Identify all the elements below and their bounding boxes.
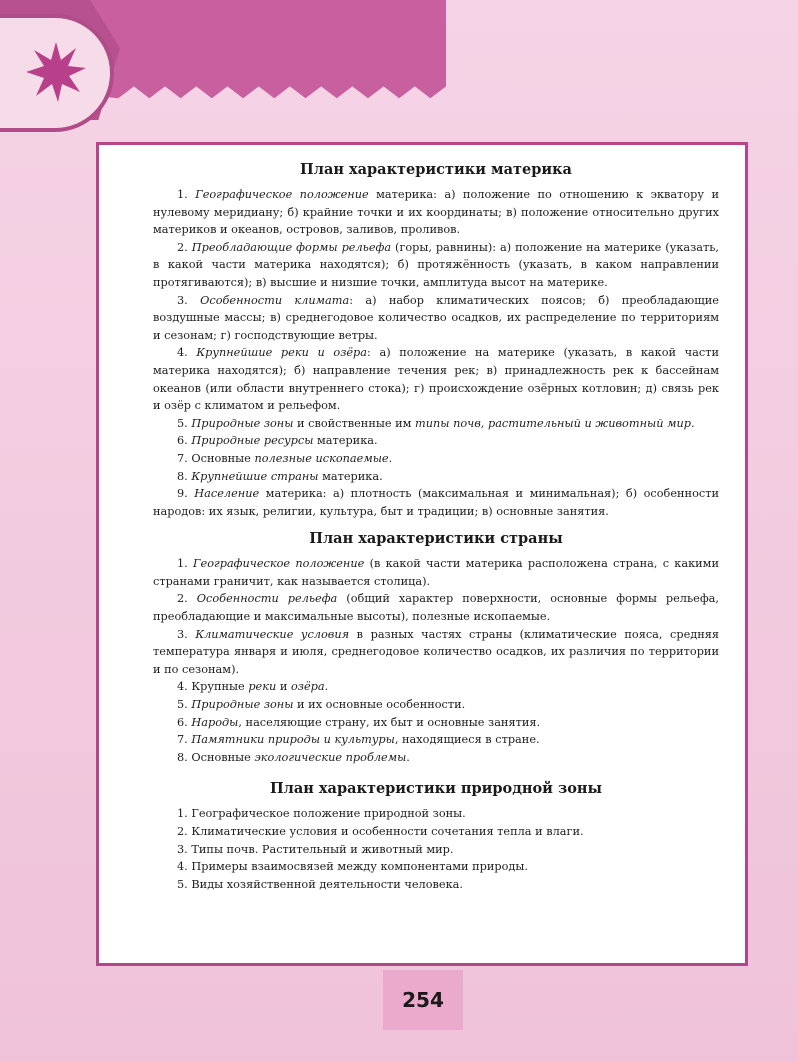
content-frame bbox=[96, 142, 748, 966]
list-item bbox=[153, 823, 719, 841]
list-item bbox=[153, 450, 719, 468]
emphasis-text: озёра bbox=[291, 680, 325, 694]
section-title-continent: План характеристики материка bbox=[300, 161, 572, 178]
item-text: 6. bbox=[177, 715, 192, 729]
emphasis-text: Памятники природы и культуры bbox=[191, 733, 395, 747]
emphasis-text: экологические проблемы bbox=[254, 750, 407, 764]
list-item bbox=[153, 714, 719, 732]
emphasis-text: Особенности климата bbox=[200, 293, 350, 307]
item-text: . bbox=[324, 680, 329, 694]
item-text: 3. bbox=[177, 293, 201, 307]
item-text: 2. bbox=[177, 592, 197, 606]
section-title-natural-zone: План характеристики природной зоны bbox=[269, 780, 603, 798]
item-text: (горы, равнины): а) положение на материке (указать, в какой части материка находятся); б) протяжённость (указать, в каком направлении протягиваются); в) высшие и низшие точки, амплитуда высот на материке. bbox=[153, 240, 720, 289]
item-text: . bbox=[388, 451, 393, 465]
item-text: 8. Основные bbox=[177, 750, 255, 764]
list-item bbox=[153, 485, 719, 520]
list-item bbox=[153, 468, 719, 486]
item-text: 4. Примеры взаимосвязей между компонентами природы. bbox=[177, 860, 528, 874]
item-text: в разных частях страны (климатические пояса, средняя температура января и июля, среднегодовое количество осадков, их различия по территории и по сезонам). bbox=[153, 627, 720, 676]
item-text: 7. Основные bbox=[177, 451, 255, 465]
emphasis-text: Особенности рельефа bbox=[196, 592, 338, 606]
item-text: 2. bbox=[177, 240, 192, 254]
list-item bbox=[153, 841, 719, 859]
item-text: и bbox=[276, 680, 291, 694]
list-item bbox=[153, 749, 719, 767]
item-text: . bbox=[690, 416, 695, 430]
list-item bbox=[153, 626, 719, 679]
emphasis-text: реки bbox=[248, 680, 277, 694]
emblem-badge bbox=[0, 14, 114, 132]
emphasis-text: типы почв, растительный и животный мир bbox=[415, 416, 691, 430]
item-text: 5. Виды хозяйственной деятельности человека. bbox=[177, 877, 463, 891]
page-number: 254 bbox=[383, 970, 463, 1030]
country-plan-list bbox=[153, 555, 719, 766]
list-item bbox=[153, 555, 719, 590]
emphasis-text: Преобладающие формы рельефа bbox=[191, 240, 392, 254]
emphasis-text: Географическое положение bbox=[193, 557, 365, 571]
item-text: материка. bbox=[313, 434, 378, 448]
item-text: 7. bbox=[177, 733, 192, 747]
list-item bbox=[153, 696, 719, 714]
emphasis-text: Природные ресурсы bbox=[191, 434, 314, 448]
item-text: : а) положение на материке (указать, в какой части материка находятся); б) направление течения рек; в) принадлежность рек к бассейнам океанов (или области внутреннего стока); г) происхождение озёрных котловин; д) связь рек и озёр с климатом и рельефом. bbox=[153, 346, 719, 413]
emphasis-text: Крупнейшие реки и озёра bbox=[196, 346, 368, 360]
list-item bbox=[153, 876, 719, 894]
item-text: (в какой части материка расположена страна, с какими странами граничит, как называется столица). bbox=[153, 557, 719, 588]
continent-plan-list bbox=[153, 186, 719, 520]
list-item bbox=[153, 805, 719, 823]
natural-zone-plan-list bbox=[153, 805, 719, 893]
list-item bbox=[153, 415, 719, 433]
list-item bbox=[153, 590, 719, 625]
emphasis-text: полезные ископаемые bbox=[254, 451, 389, 465]
item-text: материка: а) плотность (максимальная и минимальная); б) особенности народов: их язык, религии, культура, быт и традиции; в) основные занятия. bbox=[153, 487, 719, 518]
item-text: (общий характер поверхности, основные формы рельефа, преобладающие и максимальные высоты), полезные ископаемые. bbox=[153, 592, 719, 624]
list-item bbox=[153, 186, 719, 239]
item-text: 5. bbox=[177, 416, 192, 430]
list-item bbox=[153, 432, 719, 450]
item-text: 1. bbox=[177, 188, 196, 201]
item-text: 9. bbox=[177, 487, 195, 501]
list-item bbox=[153, 239, 719, 292]
item-text: 5. bbox=[177, 698, 192, 712]
emphasis-text: Географическое положение bbox=[195, 188, 369, 201]
item-text: и их основные особенности. bbox=[293, 698, 466, 712]
item-text: 1. bbox=[177, 557, 194, 571]
section-title-country: План характеристики страны bbox=[309, 530, 563, 548]
list-item bbox=[153, 344, 719, 414]
item-text: материка. bbox=[318, 469, 383, 483]
emphasis-text: Климатические условия bbox=[195, 627, 350, 641]
item-text: 2. Климатические условия и особенности сочетания тепла и влаги. bbox=[177, 825, 584, 838]
emphasis-text: Природные зоны bbox=[191, 698, 294, 712]
item-text: 6. bbox=[177, 434, 192, 448]
item-text: и свойственные им bbox=[293, 416, 416, 430]
emphasis-text: Природные зоны bbox=[191, 416, 294, 430]
item-text: 4. Крупные bbox=[177, 680, 249, 694]
list-item bbox=[153, 731, 719, 749]
list-item bbox=[153, 292, 719, 345]
item-text: 1. Географическое положение природной зоны. bbox=[177, 807, 466, 821]
emphasis-text: Население bbox=[194, 487, 260, 501]
item-text: 3. Типы почв. Растительный и животный мир. bbox=[177, 842, 454, 856]
list-item bbox=[153, 678, 719, 696]
item-text: 3. bbox=[177, 627, 196, 641]
item-text: , населяющие страну, их быт и основные занятия. bbox=[238, 715, 541, 729]
item-text: . bbox=[406, 750, 410, 764]
item-text: , находящиеся в стране. bbox=[394, 733, 540, 747]
star-icon bbox=[24, 40, 88, 104]
item-text: материка: а) положение по отношению к экватору и нулевому меридиану; б) крайние точки и их координаты; в) положение относительно других материков и океанов, островов, заливов, проливов. bbox=[153, 188, 720, 237]
item-text: : а) набор климатических поясов; б) преобладающие воздушные массы; в) среднегодовое количество осадков, их распределение по территориям и сезонам; г) господствующие ветры. bbox=[153, 293, 719, 342]
item-text: 8. bbox=[177, 469, 192, 483]
emphasis-text: Крупнейшие страны bbox=[191, 469, 319, 483]
list-item bbox=[153, 858, 719, 876]
item-text: 4. bbox=[177, 346, 197, 360]
emphasis-text: Народы bbox=[191, 715, 239, 729]
